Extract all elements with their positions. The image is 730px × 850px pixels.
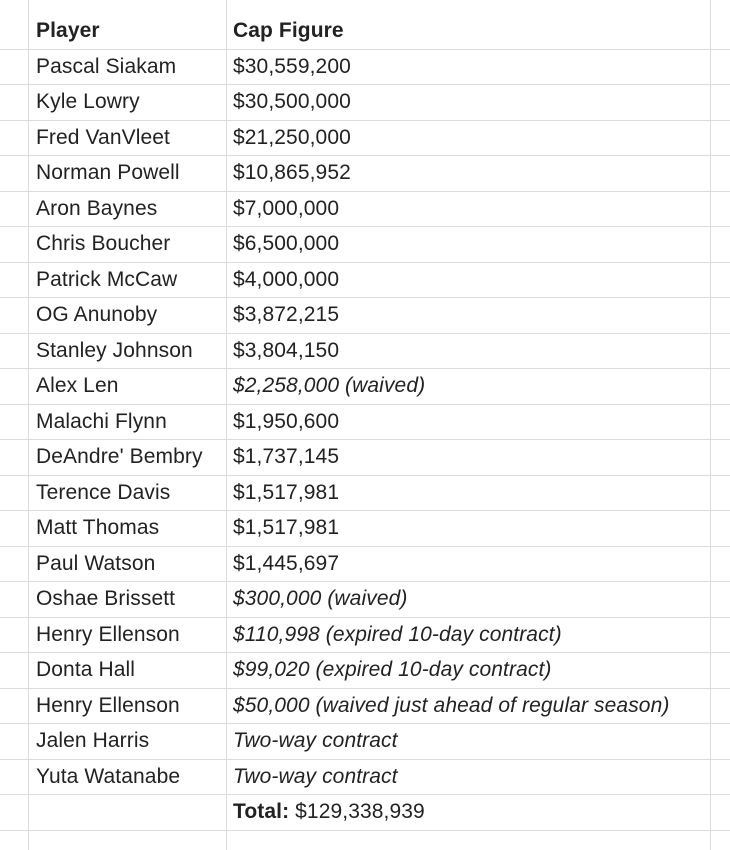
- cap-cell[interactable]: $1,950,600: [233, 409, 340, 433]
- cap-cell[interactable]: $4,000,000: [233, 267, 340, 291]
- table-row: [0, 618, 730, 654]
- player-cell[interactable]: OG Anunoby: [36, 303, 158, 327]
- player-cell[interactable]: Terence Davis: [36, 480, 171, 504]
- player-cell[interactable]: Stanley Johnson: [36, 338, 193, 362]
- cap-cell[interactable]: $1,517,981: [233, 516, 340, 540]
- table-row: [0, 653, 730, 689]
- cap-cell[interactable]: Two-way contract: [233, 764, 398, 788]
- table-row: [0, 156, 730, 192]
- table-row: [0, 440, 730, 476]
- table-row: [0, 85, 730, 121]
- cap-cell[interactable]: $6,500,000: [233, 232, 340, 256]
- table-row: [0, 689, 730, 725]
- total-label: Total:: [233, 800, 290, 824]
- table-row: [0, 227, 730, 263]
- table-row: [0, 760, 730, 796]
- table-row: [0, 121, 730, 157]
- cap-cell[interactable]: $50,000 (waived just ahead of regular season): [233, 693, 670, 717]
- total-value: $129,338,939: [295, 800, 425, 824]
- cap-cell[interactable]: $21,250,000: [233, 125, 351, 149]
- cap-cell[interactable]: $1,445,697: [233, 551, 340, 575]
- cap-cell[interactable]: $110,998 (expired 10-day contract): [233, 622, 562, 646]
- cap-cell[interactable]: $1,517,981: [233, 480, 340, 504]
- player-cell[interactable]: Donta Hall: [36, 658, 136, 682]
- player-cell[interactable]: Norman Powell: [36, 161, 180, 185]
- player-cell[interactable]: Fred VanVleet: [36, 125, 170, 149]
- cap-cell[interactable]: Two-way contract: [233, 729, 398, 753]
- player-cell[interactable]: Henry Ellenson: [36, 693, 180, 717]
- cap-cell[interactable]: $99,020 (expired 10-day contract): [233, 658, 552, 682]
- table-row: [0, 547, 730, 583]
- player-cell[interactable]: Pascal Siakam: [36, 54, 177, 78]
- player-cell[interactable]: Malachi Flynn: [36, 409, 167, 433]
- cap-cell[interactable]: $30,500,000: [233, 90, 351, 114]
- cap-cell[interactable]: $3,872,215: [233, 303, 340, 327]
- total-cell[interactable]: [233, 795, 425, 830]
- player-cell[interactable]: Paul Watson: [36, 551, 156, 575]
- player-cell[interactable]: Chris Boucher: [36, 232, 171, 256]
- cap-cell[interactable]: $7,000,000: [233, 196, 340, 220]
- player-cell[interactable]: Henry Ellenson: [36, 622, 180, 646]
- player-cell[interactable]: Jalen Harris: [36, 729, 150, 753]
- cap-cell[interactable]: $30,559,200: [233, 54, 351, 78]
- player-cell[interactable]: DeAndre' Bembry: [36, 445, 203, 469]
- table-row: [0, 511, 730, 547]
- table-row: [0, 724, 730, 760]
- table-row: [0, 405, 730, 441]
- table-row: [0, 582, 730, 618]
- table-row: [0, 50, 730, 86]
- player-cell[interactable]: Matt Thomas: [36, 516, 160, 540]
- cap-cell[interactable]: $1,737,145: [233, 445, 340, 469]
- header-row: [0, 14, 730, 50]
- player-cell[interactable]: Oshae Brissett: [36, 587, 176, 611]
- table-row: [0, 192, 730, 228]
- cap-cell[interactable]: $10,865,952: [233, 161, 351, 185]
- player-cell[interactable]: Aron Baynes: [36, 196, 158, 220]
- player-cell[interactable]: Patrick McCaw: [36, 267, 178, 291]
- header-cap-figure[interactable]: Cap Figure: [233, 19, 344, 43]
- table-row: [0, 476, 730, 512]
- table-row: [0, 263, 730, 299]
- table-row: [0, 334, 730, 370]
- total-row: [0, 795, 730, 831]
- table-row: [0, 298, 730, 334]
- player-cell[interactable]: Alex Len: [36, 374, 119, 398]
- player-cell[interactable]: Yuta Watanabe: [36, 764, 181, 788]
- player-cell[interactable]: Kyle Lowry: [36, 90, 140, 114]
- cap-cell[interactable]: $3,804,150: [233, 338, 340, 362]
- table-row: [0, 369, 730, 405]
- cap-cell[interactable]: $300,000 (waived): [233, 587, 408, 611]
- cap-cell[interactable]: $2,258,000 (waived): [233, 374, 426, 398]
- header-player[interactable]: Player: [36, 19, 100, 43]
